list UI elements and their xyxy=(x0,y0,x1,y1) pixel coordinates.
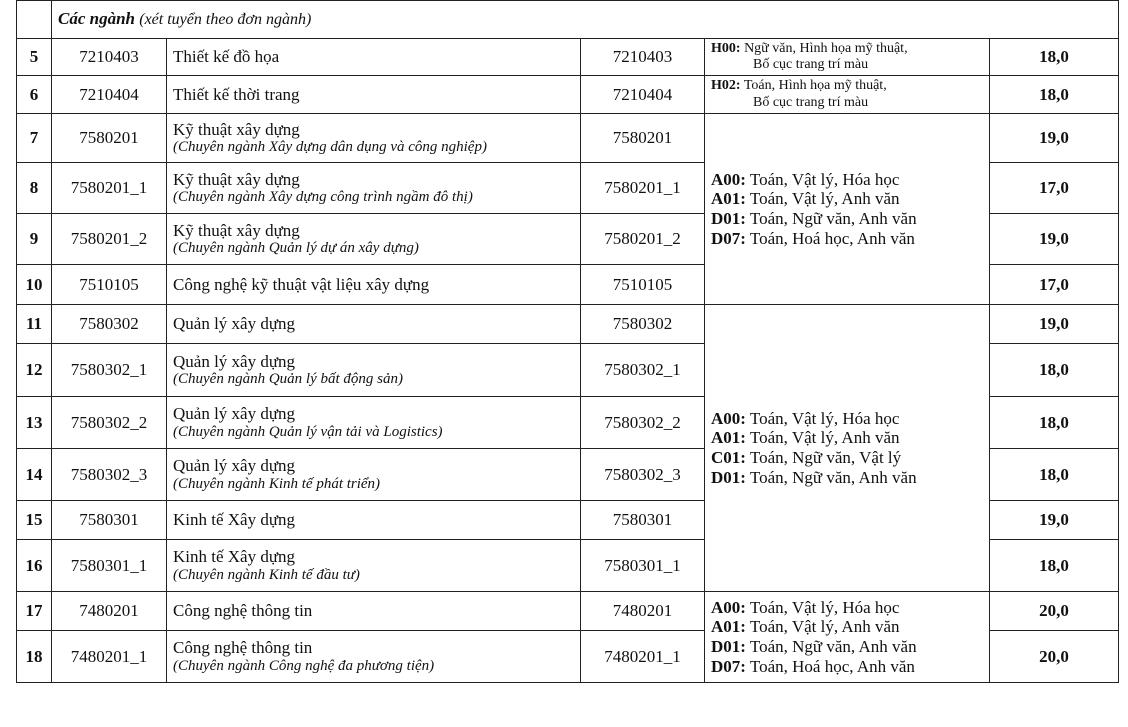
major-name-text: Quản lý xây dựng xyxy=(173,456,296,476)
section-header-row xyxy=(17,1,1119,39)
combo-line: Bố cục trang trí màu xyxy=(753,94,869,110)
row-number: 15 xyxy=(17,501,52,540)
combo-key: H02: xyxy=(711,78,741,94)
empty-cell xyxy=(17,1,52,39)
combo-text: Toán, Vật lý, Anh văn xyxy=(749,617,900,637)
major-name xyxy=(167,540,581,592)
table-row xyxy=(17,114,1119,163)
major-name-text: Công nghệ thông tin xyxy=(173,601,313,621)
major-code: 7510105 xyxy=(52,265,167,305)
combo-key: A01: xyxy=(711,189,746,209)
row-number: 9 xyxy=(17,214,52,265)
combo-key: A01: xyxy=(711,617,746,637)
row-number: 11 xyxy=(17,305,52,344)
major-code: 7580302_1 xyxy=(52,344,167,397)
major-name xyxy=(167,76,581,114)
combo-text: Ngữ văn, Hình họa mỹ thuật, xyxy=(744,40,908,56)
cutoff-score: 18,0 xyxy=(990,76,1119,114)
admission-code: 7580201_1 xyxy=(581,163,705,214)
major-code: 7580302_2 xyxy=(52,397,167,449)
subject-combo-group-b xyxy=(705,305,990,592)
admission-code: 7580302 xyxy=(581,305,705,344)
row-number: 12 xyxy=(17,344,52,397)
major-specialization: (Chuyên ngành Quản lý vận tải và Logistics) xyxy=(173,423,443,440)
table-row xyxy=(17,592,1119,631)
combo-text: Toán, Hoá học, Anh văn xyxy=(749,656,915,676)
major-specialization: (Chuyên ngành Quản lý bất động sản) xyxy=(173,371,403,388)
major-specialization: (Chuyên ngành Kinh tế đầu tư) xyxy=(173,566,360,583)
section-header-note: (xét tuyển theo đơn ngành) xyxy=(139,11,312,29)
major-specialization: (Chuyên ngành Kinh tế phát triển) xyxy=(173,475,381,492)
admission-table xyxy=(16,0,1119,683)
cutoff-score: 20,0 xyxy=(990,631,1119,683)
admission-code: 7580302_2 xyxy=(581,397,705,449)
combo-key: A01: xyxy=(711,428,746,448)
major-name-text: Quản lý xây dựng xyxy=(173,351,296,371)
row-number: 10 xyxy=(17,265,52,305)
subject-combo-h02 xyxy=(705,76,990,114)
row-number: 5 xyxy=(17,39,52,76)
combo-key: C01: xyxy=(711,448,746,467)
combo-line xyxy=(711,189,983,209)
major-name-text: Quản lý xây dựng xyxy=(173,404,296,424)
major-name xyxy=(167,501,581,540)
major-code: 7580301 xyxy=(52,501,167,540)
cutoff-score: 19,0 xyxy=(990,305,1119,344)
combo-key: A00: xyxy=(711,169,746,189)
major-name xyxy=(167,305,581,344)
section-header xyxy=(52,1,1119,39)
cutoff-score: 19,0 xyxy=(990,214,1119,265)
major-name-text: Thiết kế đồ họa xyxy=(173,47,280,67)
combo-key: A00: xyxy=(711,408,746,428)
admission-code: 7580301 xyxy=(581,501,705,540)
major-name xyxy=(167,114,581,163)
major-name-text: Thiết kế thời trang xyxy=(173,84,300,104)
combo-line xyxy=(711,209,983,229)
combo-text: Toán, Vật lý, Anh văn xyxy=(749,189,900,209)
admission-code: 7580302_3 xyxy=(581,449,705,501)
cutoff-score: 20,0 xyxy=(990,592,1119,631)
row-number: 13 xyxy=(17,397,52,449)
cutoff-score: 19,0 xyxy=(990,501,1119,540)
combo-line xyxy=(711,448,983,468)
combo-line xyxy=(711,657,983,677)
combo-key: D07: xyxy=(711,656,746,676)
table-row xyxy=(17,305,1119,344)
row-number: 14 xyxy=(17,449,52,501)
combo-text: Toán, Ngữ văn, Vật lý xyxy=(749,448,902,467)
combo-line xyxy=(711,428,983,448)
combo-key: H00: xyxy=(711,40,741,56)
major-code: 7580201_2 xyxy=(52,214,167,265)
admission-code: 7580302_1 xyxy=(581,344,705,397)
cutoff-score: 18,0 xyxy=(990,397,1119,449)
admission-code: 7510105 xyxy=(581,265,705,305)
major-name xyxy=(167,163,581,214)
subject-combo-group-c xyxy=(705,592,990,683)
major-specialization: (Chuyên ngành Công nghệ đa phương tiện) xyxy=(173,657,435,674)
row-number: 16 xyxy=(17,540,52,592)
major-code: 7480201 xyxy=(52,592,167,631)
major-name-text: Kinh tế Xây dựng xyxy=(173,510,296,530)
major-code: 7480201_1 xyxy=(52,631,167,683)
combo-text: Toán, Vật lý, Anh văn xyxy=(749,428,900,448)
combo-line xyxy=(711,78,983,94)
table-row xyxy=(17,76,1119,114)
major-code: 7580302 xyxy=(52,305,167,344)
major-code: 7580201_1 xyxy=(52,163,167,214)
major-code: 7580201 xyxy=(52,114,167,163)
cutoff-score: 18,0 xyxy=(990,449,1119,501)
cutoff-score: 18,0 xyxy=(990,39,1119,76)
combo-line: Bố cục trang trí màu xyxy=(753,57,869,72)
subject-combo-h00 xyxy=(705,39,990,76)
admission-code: 7580201 xyxy=(581,114,705,163)
admission-code: 7580201_2 xyxy=(581,214,705,265)
combo-key: D01: xyxy=(711,467,746,487)
major-name-text: Quản lý xây dựng xyxy=(173,314,296,334)
section-header-title: Các ngành xyxy=(58,9,135,29)
major-name xyxy=(167,344,581,397)
row-number: 8 xyxy=(17,163,52,214)
combo-key: D07: xyxy=(711,228,746,248)
cutoff-score: 18,0 xyxy=(990,540,1119,592)
combo-line xyxy=(711,617,983,637)
combo-text: Toán, Ngữ văn, Anh văn xyxy=(749,637,917,656)
admission-code: 7480201_1 xyxy=(581,631,705,683)
admission-code: 7210403 xyxy=(581,39,705,76)
combo-line xyxy=(711,409,983,429)
admission-code: 7580301_1 xyxy=(581,540,705,592)
row-number: 6 xyxy=(17,76,52,114)
combo-text: Toán, Vật lý, Hóa học xyxy=(749,169,900,189)
row-number: 18 xyxy=(17,631,52,683)
major-name xyxy=(167,449,581,501)
major-specialization: (Chuyên ngành Xây dựng công trình ngầm đô thị) xyxy=(173,189,473,206)
combo-line xyxy=(711,468,983,488)
combo-text: Toán, Hình họa mỹ thuật, xyxy=(743,78,887,94)
cutoff-score: 17,0 xyxy=(990,265,1119,305)
combo-text: Toán, Hoá học, Anh văn xyxy=(749,228,915,248)
combo-line xyxy=(711,229,983,249)
major-code: 7580302_3 xyxy=(52,449,167,501)
admission-code: 7210404 xyxy=(581,76,705,114)
major-specialization: (Chuyên ngành Xây dựng dân dụng và công nghiệp) xyxy=(173,139,487,156)
combo-text: Toán, Vật lý, Hóa học xyxy=(749,597,900,617)
major-name-text: Kinh tế Xây dựng xyxy=(173,547,296,567)
combo-line xyxy=(711,41,983,57)
admission-code: 7480201 xyxy=(581,592,705,631)
major-name xyxy=(167,214,581,265)
major-name-text: Kỹ thuật xây dựng xyxy=(173,119,300,139)
cutoff-score: 19,0 xyxy=(990,114,1119,163)
combo-line xyxy=(711,598,983,618)
combo-key: A00: xyxy=(711,597,746,617)
cutoff-score: 18,0 xyxy=(990,344,1119,397)
subject-combo-group-a xyxy=(705,114,990,305)
major-specialization: (Chuyên ngành Quản lý dự án xây dựng) xyxy=(173,240,419,257)
combo-text: Toán, Ngữ văn, Anh văn xyxy=(749,209,917,228)
major-code: 7210404 xyxy=(52,76,167,114)
table-row xyxy=(17,39,1119,76)
major-name-text: Công nghệ thông tin xyxy=(173,638,313,658)
combo-text: Toán, Ngữ văn, Anh văn xyxy=(749,467,917,487)
major-name xyxy=(167,592,581,631)
major-name xyxy=(167,265,581,305)
major-name-text: Kỹ thuật xây dựng xyxy=(173,220,300,240)
combo-line xyxy=(711,637,983,657)
combo-text: Toán, Vật lý, Hóa học xyxy=(749,408,900,428)
major-name xyxy=(167,39,581,76)
cutoff-score: 17,0 xyxy=(990,163,1119,214)
major-code: 7210403 xyxy=(52,39,167,76)
major-name xyxy=(167,397,581,449)
major-name-text: Kỹ thuật xây dựng xyxy=(173,169,300,189)
major-name xyxy=(167,631,581,683)
row-number: 7 xyxy=(17,114,52,163)
combo-key: D01: xyxy=(711,637,746,656)
combo-line xyxy=(711,170,983,190)
major-name-text: Công nghệ kỹ thuật vật liệu xây dựng xyxy=(173,274,430,294)
combo-key: D01: xyxy=(711,209,746,228)
row-number: 17 xyxy=(17,592,52,631)
major-code: 7580301_1 xyxy=(52,540,167,592)
